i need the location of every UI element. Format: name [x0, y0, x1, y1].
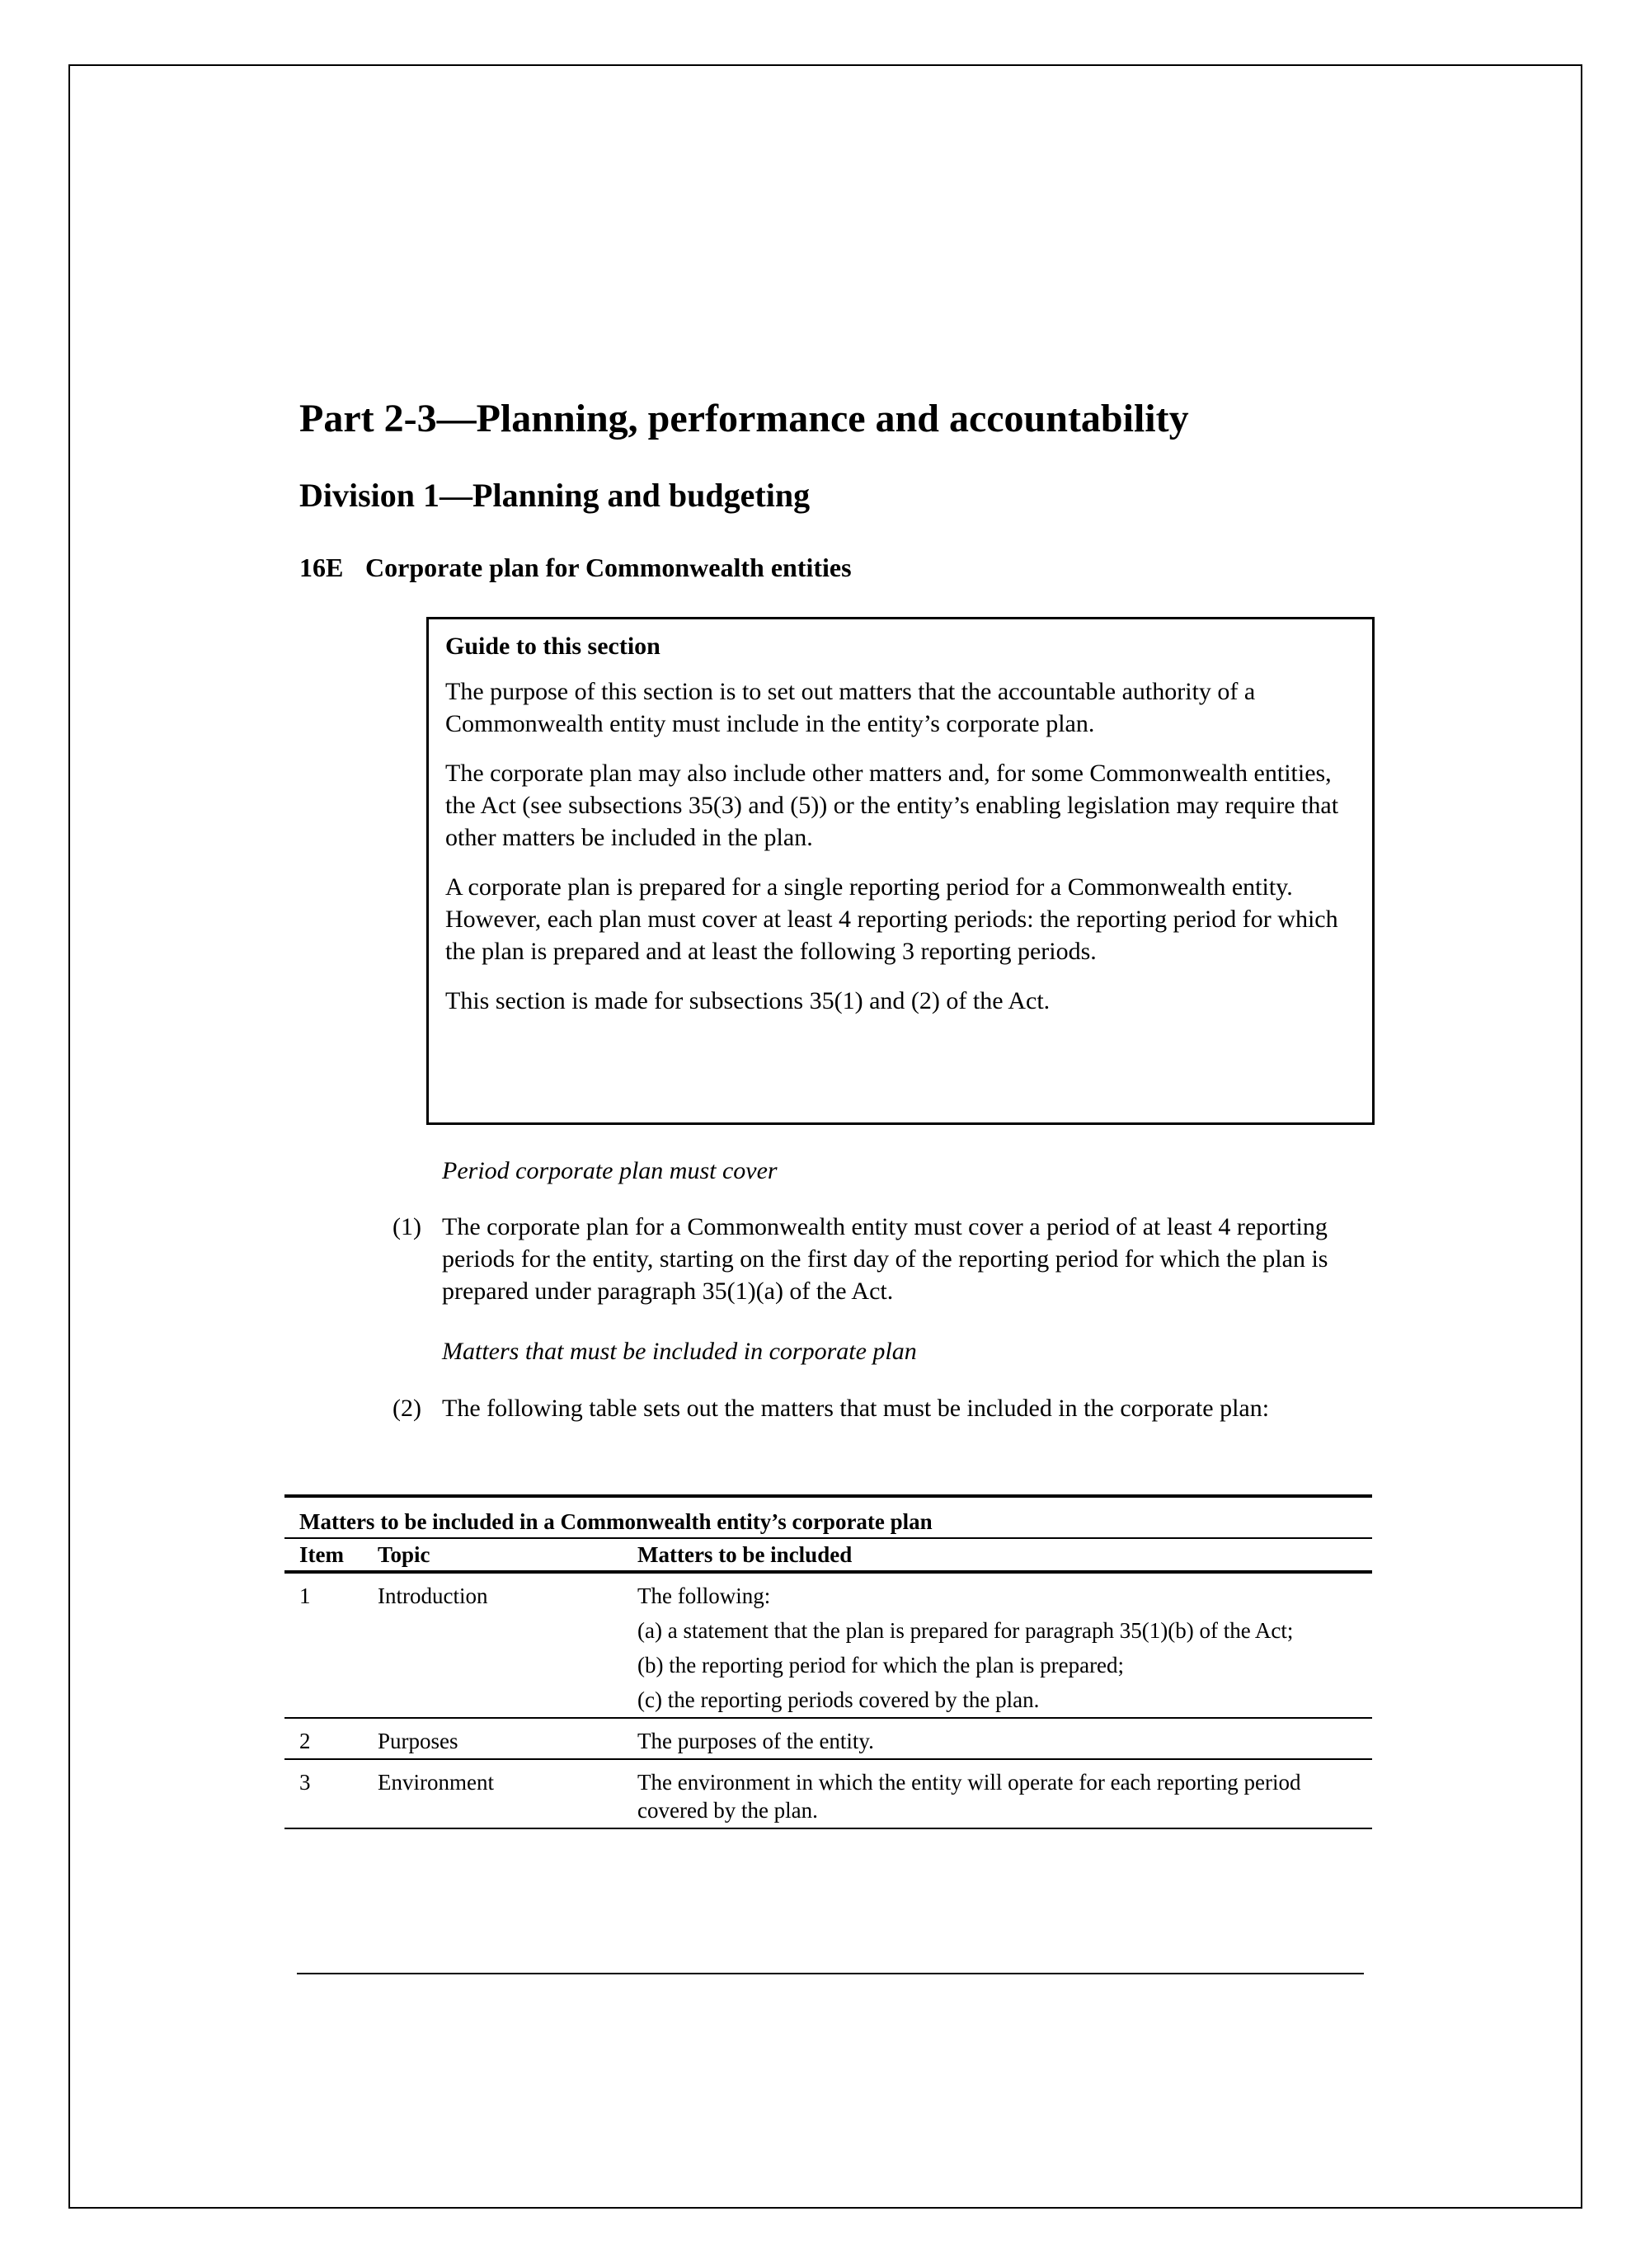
table-header-row	[284, 1539, 1372, 1570]
column-header: Item	[299, 1542, 344, 1567]
column-header: Matters to be included	[637, 1542, 853, 1567]
subheading-period: Period corporate plan must cover	[442, 1157, 778, 1184]
table-row	[284, 1574, 1372, 1717]
subsection-number: (1)	[393, 1213, 421, 1240]
guide-box	[426, 617, 1375, 1125]
table-bottom-rule	[284, 1828, 1372, 1829]
item-cell: 3	[299, 1770, 311, 1795]
matters-cell: The purposes of the entity.	[637, 1729, 874, 1753]
table-caption: Matters to be included in a Commonwealth entity’s corporate plan	[299, 1509, 933, 1534]
guide-title: Guide to this section	[445, 633, 660, 660]
topic-cell: Introduction	[378, 1583, 488, 1608]
matters-subitem: (a) a statement that the plan is prepared for paragraph 35(1)(b) of the Act;	[637, 1618, 1294, 1643]
guide-paragraph: A corporate plan is prepared for a single reporting period for a Commonwealth entity. However, each plan must cover at least 4 reporting periods: the reporting period for which the plan is prepared and at least the following 3 reporting periods.	[445, 873, 1338, 965]
section-title: Corporate plan for Commonwealth entities	[365, 553, 852, 582]
table-row	[284, 1719, 1372, 1758]
table-row	[284, 1760, 1372, 1828]
section-number: 16E	[299, 553, 344, 582]
subsection-1	[393, 1211, 1374, 1307]
part-heading: Part 2-3—Planning, performance and accountability	[299, 397, 1189, 440]
item-cell: 2	[299, 1729, 311, 1753]
subsection-2	[393, 1392, 1374, 1424]
subsection-number: (2)	[393, 1395, 421, 1422]
page-border	[68, 64, 1582, 2209]
section-heading	[299, 553, 852, 583]
matters-cell: The environment in which the entity will operate for each reporting period covered by the plan.	[637, 1770, 1301, 1823]
footer-rule	[297, 1973, 1364, 1974]
matters-table	[284, 1494, 1372, 1829]
subheading-matters: Matters that must be included in corporate plan	[442, 1338, 917, 1365]
matters-subitem: (c) the reporting periods covered by the plan.	[637, 1687, 1040, 1712]
subsection-text: The corporate plan for a Commonwealth entity must cover a period of at least 4 reporting periods for the entity, starting on the first day of the reporting period for which the plan is prepared under paragraph 35(1)(a) of the Act.	[442, 1213, 1328, 1305]
guide-paragraph: This section is made for subsections 35(1) and (2) of the Act.	[445, 987, 1051, 1014]
matters-text: The following:	[637, 1583, 771, 1608]
division-heading: Division 1—Planning and budgeting	[299, 477, 811, 514]
topic-cell: Purposes	[378, 1729, 458, 1753]
matters-subitem: (b) the reporting period for which the plan is prepared;	[637, 1653, 1125, 1677]
topic-cell: Environment	[378, 1770, 494, 1795]
guide-paragraph: The purpose of this section is to set out matters that the accountable authority of a Commonwealth entity must include in the entity’s corporate plan.	[445, 678, 1256, 737]
guide-paragraph: The corporate plan may also include other matters and, for some Commonwealth entities, the Act (see subsections 35(3) and (5)) or the entity’s enabling legislation may require that other matters be included in the plan.	[445, 760, 1339, 851]
item-cell: 1	[299, 1583, 311, 1608]
column-header: Topic	[378, 1542, 430, 1567]
subsection-text: The following table sets out the matters that must be included in the corporate plan:	[442, 1395, 1270, 1422]
matters-cell	[637, 1582, 1356, 1714]
